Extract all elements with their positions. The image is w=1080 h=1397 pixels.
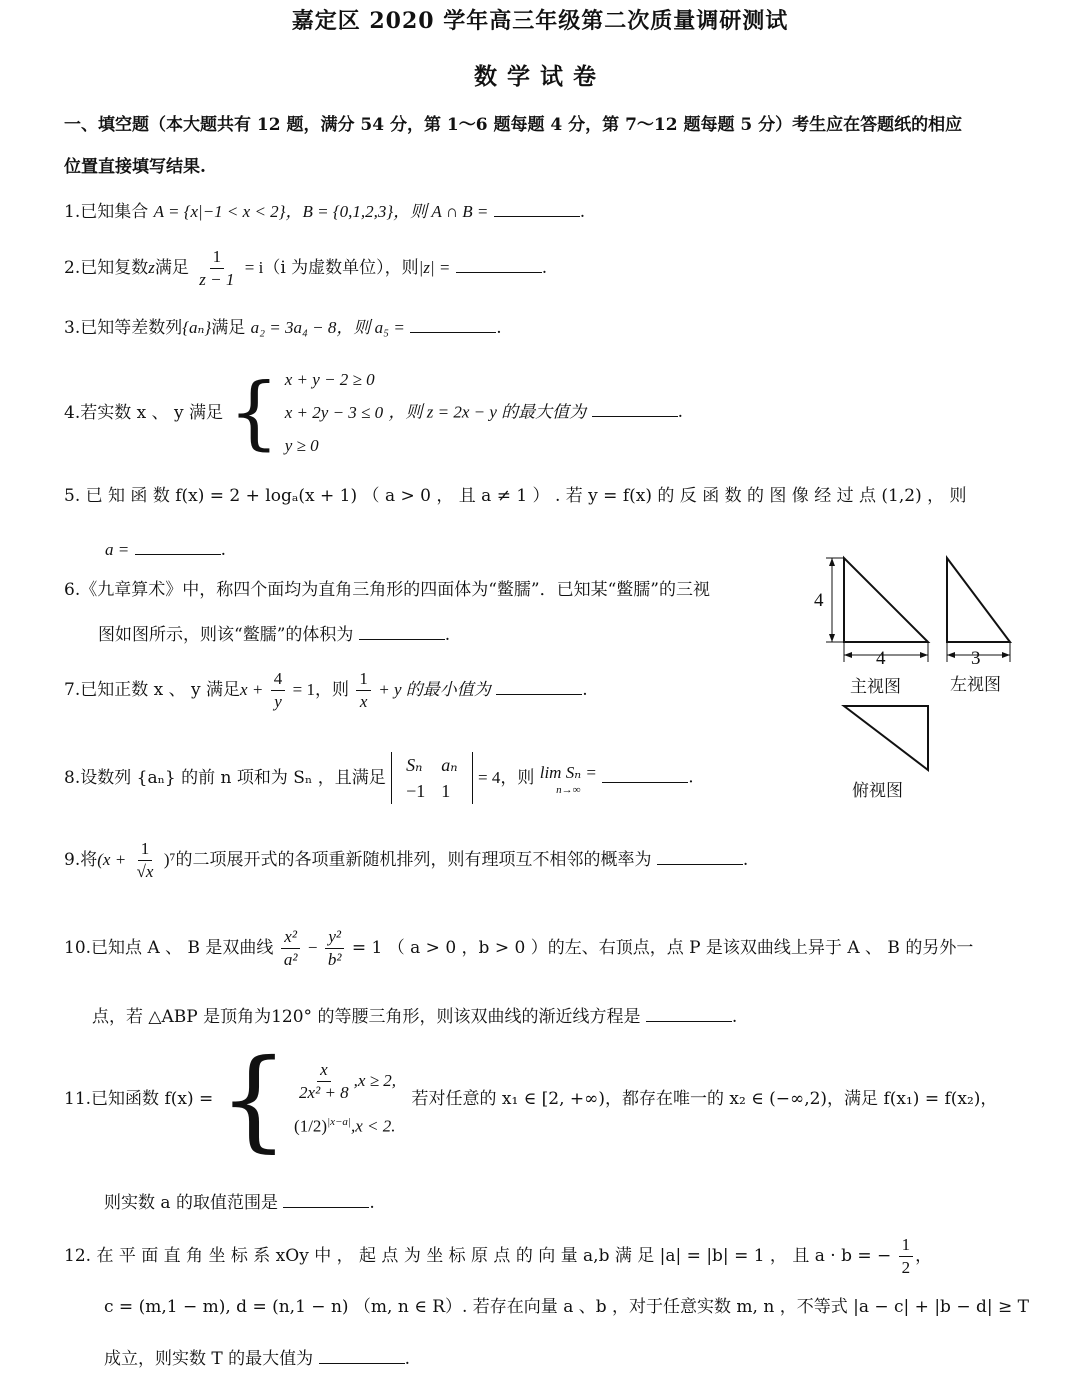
arrow-left <box>947 652 955 658</box>
q7-fraction-2: $\frac{1}{x}$ <box>356 668 371 713</box>
question-2: 2.已知复数z满足 $\frac{1}{z - 1}$ = i（i 为虚数单位），则|z| = . <box>64 247 548 289</box>
q11-case-1: $\frac{x}{\text{2x² + 8}}$ ,x ≥ 2, <box>299 1060 397 1103</box>
q3-seq: {aₙ} <box>182 318 212 337</box>
q4-brace: { <box>228 365 280 459</box>
page-subtitle: 数学试卷 <box>474 63 606 90</box>
arrow-right <box>920 652 928 658</box>
front-view-triangle <box>844 558 928 642</box>
page-title: 嘉定区 2020 学年高三年级第二次质量调研测试 <box>291 8 789 34</box>
question-12-line-2: c = (m,1 − m), d = (n,1 − n) （m, n ∈ R）. 若存在向量 a 、b ，对于任意实数 m, n ，不等式 |a − c| + |b − d| ≥ T <box>104 1297 1029 1317</box>
q1-end: . <box>579 202 586 222</box>
q2-var: z <box>148 258 155 277</box>
top-view-triangle <box>844 706 928 770</box>
question-9: 9.将(x + $\frac{1}{√x}$ )⁷的二项展开式的各项重新随机排列，则有理项互不相邻的概率为 . <box>64 839 749 881</box>
q10-fraction-y: $\frac{\text{y²}}{\text{b²}}$ <box>325 926 345 971</box>
front-height-label: 4 <box>814 590 824 611</box>
answer-blank[interactable] <box>410 316 496 333</box>
arrow-left <box>844 652 852 658</box>
q2-eq: = i <box>244 258 264 277</box>
q8-determinant: Sₙ aₙ −1 1 <box>391 752 472 804</box>
arrow-up <box>829 558 835 566</box>
side-view-caption: 左视图 <box>950 675 1001 695</box>
answer-blank[interactable] <box>456 256 542 273</box>
q1-set-a: A = {x|−1 < x < 2} <box>153 202 286 221</box>
q11-brace: { <box>218 1035 289 1163</box>
question-12-line-3: 成立，则实数 T 的最大值为 . <box>104 1349 410 1369</box>
side-width-label: 3 <box>971 648 981 669</box>
q7-fraction: $\frac{4}{y}$ <box>271 668 286 713</box>
question-5-cont: a = . <box>105 540 227 560</box>
front-width-label: 4 <box>876 648 886 669</box>
section-heading: 一、填空题（本大题共有 12 题，满分 54 分，第 1～6 题每题 4 分，第 7～12 题每题 5 分）考生应在答题纸的相应 <box>64 115 963 135</box>
answer-blank[interactable] <box>494 200 580 217</box>
q2-fraction: $\frac{1}{z - 1}$ <box>199 247 235 289</box>
question-12: 12. 在 平 面 直 角 坐 标 系 xOy 中 ， 起 点 为 坐 标 原 点 的 向 量 a,b 满 足 |a| = |b| = 1 ， 且 a · b = − $\frac{1}{2}$ ， <box>64 1235 933 1277</box>
question-4: 4.若实数 x 、 y 满足 { x + y − 2 ≥ 0 x + 2y − 3 ≤ 0 y ≥ 0 ，则 z = 2x − y 的最大值为 . <box>64 363 683 462</box>
q11-case-2: $(1/2)^{|x-a|},x < 2$. <box>294 1116 396 1136</box>
question-11-cont: 则实数 a 的取值范围是 . <box>104 1193 375 1213</box>
q2-abs: |z| = <box>418 258 451 277</box>
answer-blank[interactable] <box>496 678 582 695</box>
answer-blank[interactable] <box>283 1191 369 1208</box>
top-view-caption: 俯视图 <box>852 781 903 801</box>
answer-blank[interactable] <box>359 623 445 640</box>
question-6-cont: 图如图所示，则该“鳖臑”的体积为 . <box>98 625 451 645</box>
answer-blank[interactable] <box>646 1005 732 1022</box>
answer-blank[interactable] <box>319 1347 405 1364</box>
q10-fraction-x: $\frac{\text{x²}}{\text{a²}}$ <box>281 926 301 971</box>
answer-blank[interactable] <box>602 766 688 783</box>
question-10-cont: 点，若 △ABP 是顶角为120° 的等腰三角形，则该双曲线的渐近线方程是 . <box>92 1007 738 1027</box>
q1-ask: ，则 A ∩ B = <box>393 202 489 221</box>
q2-prefix: 2.已知复数 <box>64 258 149 278</box>
question-3: 3.已知等差数列{aₙ}满足 a₂ = 3a₄ − 8，则 a₅ = . <box>64 318 502 338</box>
q1-prefix: 1.已知集合 <box>64 202 149 222</box>
arrow-down <box>829 634 835 642</box>
answer-blank[interactable] <box>135 538 221 555</box>
question-10: 10.已知点 A 、 B 是双曲线 $\frac{\text{x²}}{\text{a²}}$ − $\frac{\text{y²}}{\text{b²}}$ = 1 （ a > 0 ，b > 0 ）的左、右顶点，点 P 是该双曲线上异于 A 、 B 的另外一 <box>64 927 974 969</box>
arrow-right <box>1002 652 1010 658</box>
q1-set-b: ，B = {0,1,2,3} <box>285 202 394 221</box>
question-8: 8.设数列 {aₙ} 的前 n 项和为 Sₙ ，且满足 Sₙ aₙ −1 1 = 4，则 lim Sₙ = n→∞ . <box>64 752 694 804</box>
q9-fraction: $\frac{1}{√x}$ <box>136 839 154 881</box>
q4-system: x + y − 2 ≥ 0 x + 2y − 3 ≤ 0 y ≥ 0 <box>284 370 384 455</box>
answer-blank[interactable] <box>657 848 743 865</box>
question-7: 7.已知正数 x 、 y 满足x + $\frac{4}{y}$ = 1，则 $\frac{1}{x}$ + y 的最小值为 . <box>64 669 588 711</box>
q12-fraction: $\frac{1}{2}$ <box>899 1234 914 1279</box>
q8-limit: lim Sₙ = n→∞ <box>539 763 597 796</box>
question-5: 5. 已 知 函 数 f(x) = 2 + logₐ(x + 1) （ a > 0 ， 且 a ≠ 1 ） . 若 y = f(x) 的 反 函 数 的 图 像 经 过 点 (1,2) ， 则 <box>64 486 967 506</box>
q3-condition: a₂ = 3a₄ − 8 <box>250 318 337 337</box>
question-6: 6.《九章算术》中，称四个面均为直角三角形的四面体为“鳖臑”．已知某“鳖臑”的三视 <box>64 580 710 600</box>
front-view-caption: 主视图 <box>850 677 901 697</box>
section-heading-continued: 位置直接填写结果. <box>64 157 206 177</box>
question-1 <box>64 200 585 224</box>
q11-piecewise <box>294 1059 396 1139</box>
q2-mid: 满足 <box>154 258 189 278</box>
q2-note: （i 为虚数单位），则 <box>263 258 419 278</box>
question-11: 11.已知函数 f(x) = { $\frac{x}{\text{2x² + 8}}$ ,x ≥ 2, $(1/2)^{|x-a|},x < 2$. 若对任意的 x₁ ∈ [2, +∞)，都存在唯一的 x₂ ∈ (−∞,2)，满足 f(x₁) = f(x₂)， <box>64 1035 998 1163</box>
side-view-triangle <box>947 558 1010 642</box>
answer-blank[interactable] <box>592 400 678 417</box>
